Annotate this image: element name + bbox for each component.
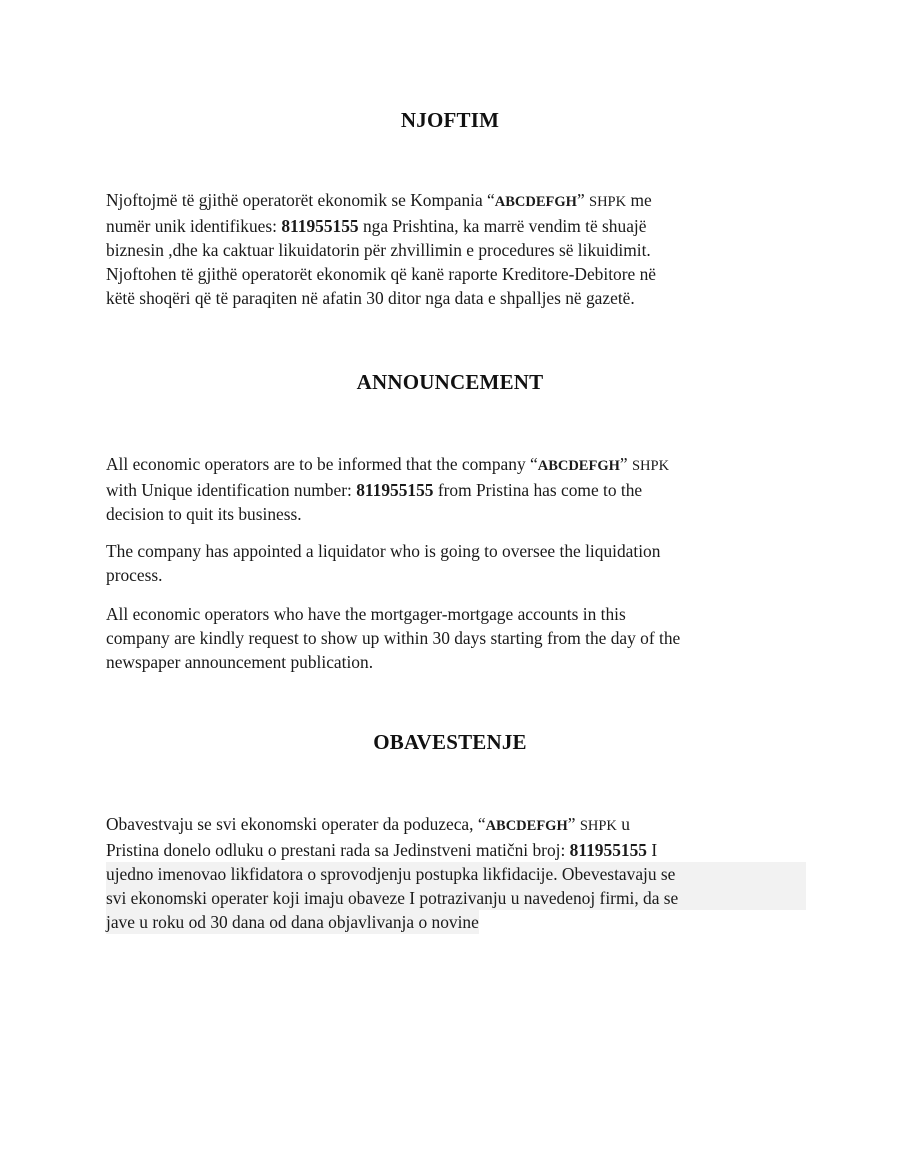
text-segment: nga Prishtina, ka marrë vendim të shuajë	[358, 216, 647, 236]
paragraph-english-1	[106, 452, 806, 526]
text-segment: ”	[567, 814, 580, 834]
id-number: 811955155	[356, 480, 434, 500]
text-line: process.	[106, 565, 163, 585]
text-line	[106, 812, 806, 838]
paragraph-english-2	[106, 539, 806, 587]
text-line: biznesin ,dhe ka caktuar likuidatorin për zhvillimin e procedures së likuidimit.	[106, 240, 651, 260]
company-name: ABCDEFGH	[494, 194, 577, 210]
text-segment: numër unik identifikues:	[106, 216, 282, 236]
text-line: svi ekonomski operater koji imaju obaveze I potrazivanju u navedenoj firmi, da se	[106, 886, 806, 910]
heading-obavestenje: OBAVESTENJE	[373, 730, 527, 754]
text-line: decision to quit its business.	[106, 504, 302, 524]
text-line	[106, 188, 806, 214]
company-type: SHPK	[579, 818, 617, 834]
text-line: jave u roku od 30 dana od dana objavlivanja o novine	[106, 912, 479, 932]
text-line: The company has appointed a liquidator who is going to oversee the liquidation	[106, 541, 661, 561]
text-segment: ”	[619, 454, 632, 474]
text-segment: Pristina donelo odluku o prestani rada sa Jedinstveni matični broj:	[106, 840, 570, 860]
paragraph-serbian	[106, 812, 806, 934]
company-type: SHPK	[631, 458, 670, 474]
company-type: SHPK	[589, 194, 627, 210]
text-line: company are kindly request to show up within 30 days starting from the day of the	[106, 628, 681, 648]
text-line: Njoftohen të gjithë operatorët ekonomik që kanë raporte Kreditore-Debitore në	[106, 264, 657, 284]
text-line	[106, 214, 806, 238]
text-line: ujedno imenovao likfidatora o sprovodjenju postupka likfidacije. Obevestavaju se	[106, 862, 806, 886]
company-name: ABCDEFGH	[537, 458, 620, 474]
heading-announcement: ANNOUNCEMENT	[356, 370, 544, 394]
text-line: All economic operators who have the mortgager-mortgage accounts in this	[106, 604, 626, 624]
text-segment: I	[646, 840, 658, 860]
heading-njoftim: NJOFTIM	[400, 108, 500, 132]
text-segment: Njoftojmë të gjithë operatorët ekonomik se Kompania “	[106, 190, 495, 210]
text-segment: me	[626, 190, 652, 210]
text-line	[106, 838, 806, 862]
id-number: 811955155	[281, 216, 359, 236]
paragraph-english-3	[106, 602, 806, 674]
id-number: 811955155	[569, 840, 647, 860]
text-line: këtë shoqëri që të paraqiten në afatin 30 ditor nga data e shpalljes në gazetë.	[106, 288, 635, 308]
text-line	[106, 478, 806, 502]
text-line	[106, 452, 806, 478]
paragraph-albanian	[106, 188, 806, 310]
text-segment: from Pristina has come to the	[433, 480, 643, 500]
text-segment: Obavestvaju se svi ekonomski operater da poduzeca, “	[106, 814, 486, 834]
company-name: ABCDEFGH	[485, 818, 568, 834]
text-segment: u	[616, 814, 630, 834]
text-segment: All economic operators are to be informed that the company “	[106, 454, 538, 474]
text-line: newspaper announcement publication.	[106, 652, 374, 672]
text-segment: with Unique identification number:	[106, 480, 357, 500]
text-segment: ”	[576, 190, 590, 210]
